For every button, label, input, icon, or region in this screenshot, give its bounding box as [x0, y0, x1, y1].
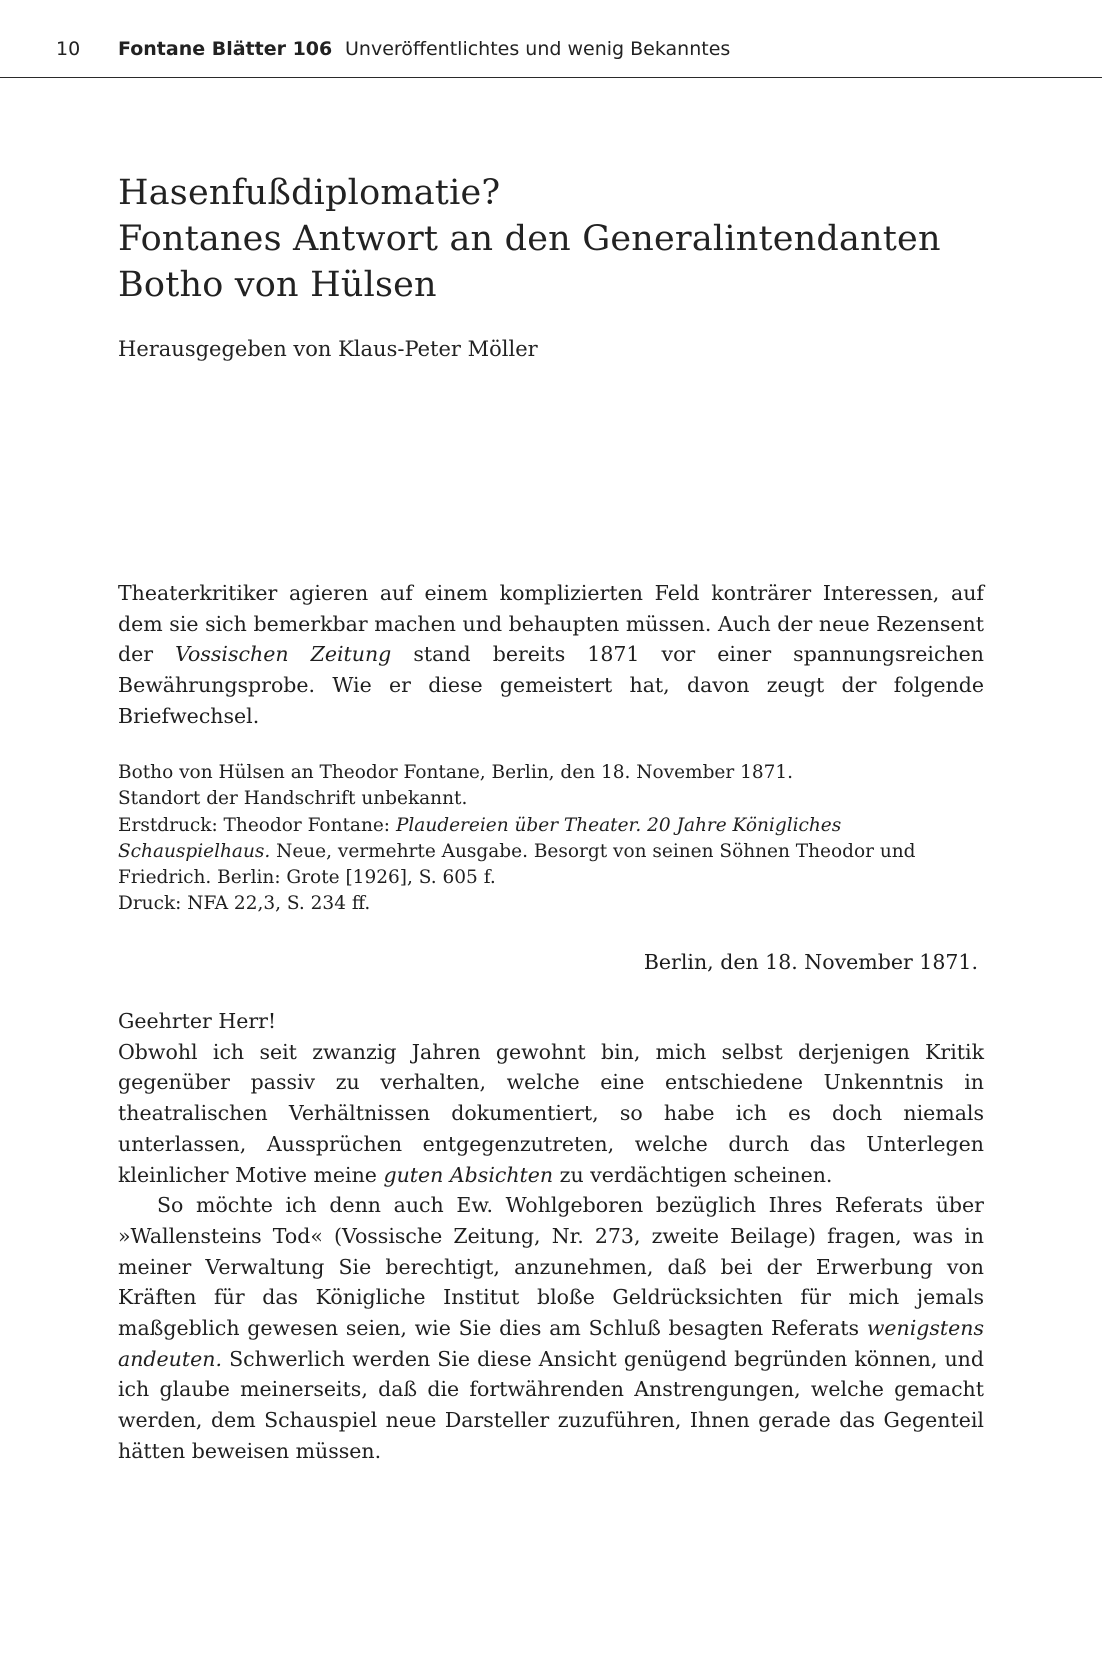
title-line-3: Botho von Hülsen	[118, 265, 437, 305]
journal-title: Fontane Blätter 106	[118, 38, 333, 60]
source-note	[118, 760, 998, 918]
p2-text-before: So möchte ich denn auch Ew. Wohlgeboren bezüglich Ihres Referats über »Wallensteins Tod« (Vossische Zeitung, Nr. 273, zweite Beilage) fragen, was in meiner Verwaltung Sie berechtigt, anzunehmen, daß bei der Erwerbung von Kräften für das Königliche Institut bloße Geldrücksichten für mich jemals maßgeblich gewesen seien, wie Sie dies am Schluß besagten Referats	[118, 1193, 984, 1341]
first-print-title: Plaudereien über Theater. 20 Jahre Königliches Schauspielhaus.	[118, 814, 842, 862]
p1-text-before: Obwohl ich seit zwanzig Jahren gewohnt bin, mich selbst derjenigen Kritik gegenüber passiv zu verhalten, welche eine entschiedene Unkenntnis in theatralischen Verhältnissen dokumentiert, so habe ich es doch niemals unterlassen, Aussprüchen entgegenzutreten, welche durch das Unterlegen kleinlicher Motive meine	[118, 1039, 984, 1187]
p2-text-after: Schwerlich werden Sie diese Ansicht genügend begründen können, und ich glaube meinerseits, daß die fortwährenden Anstrengungen, welche gemacht werden, dem Schauspiel neue Darsteller zuzuführen, Ihnen gerade das Gegenteil hätten beweisen müssen.	[118, 1346, 984, 1463]
p1-text-after: zu verdächtigen scheinen.	[553, 1162, 833, 1187]
editor-credit: Herausgegeben von Klaus-Peter Möller	[118, 337, 538, 361]
article-title	[118, 170, 1018, 308]
letter-dateline: Berlin, den 18. November 1871.	[643, 950, 978, 974]
source-line-2: Standort der Handschrift unbekannt.	[118, 788, 468, 810]
title-line-1: Hasenfußdiplomatie?	[118, 173, 501, 213]
p1-emphasis: guten Absichten	[383, 1162, 554, 1187]
title-line-2: Fontanes Antwort an den Generalintendanten	[118, 219, 941, 259]
letter-paragraph-2	[118, 1190, 984, 1466]
letter-salutation: Geehrter Herr!	[118, 1009, 277, 1033]
running-head	[0, 0, 1102, 78]
section-title: Unveröffentlichtes und wenig Bekanntes	[345, 38, 731, 60]
letter-paragraph-1	[118, 1037, 984, 1191]
intro-paragraph	[118, 578, 984, 732]
intro-emphasis: Vossischen Zeitung	[175, 642, 392, 667]
source-line-1: Botho von Hülsen an Theodor Fontane, Berlin, den 18. November 1871.	[118, 762, 794, 783]
print-reference: Druck: NFA 22,3, S. 234 ff.	[118, 893, 371, 915]
first-print-rest: Neue, vermehrte Ausgabe. Besorgt von seinen Söhnen Theodor und Friedrich. Berlin: Grote [1926], S. 605 f.	[118, 840, 916, 889]
first-print	[118, 813, 998, 892]
intro-text-after: stand bereits 1871 vor einer spannungsreichen Bewährungsprobe. Wie er diese gemeistert hat, davon zeugt der folgende Briefwechsel.	[118, 642, 985, 728]
letter-body	[118, 1006, 984, 1467]
p2-emphasis: wenigstens andeuten.	[118, 1316, 984, 1371]
first-print-prefix: Erstdruck: Theodor Fontane:	[118, 814, 396, 836]
intro-text-before: Theaterkritiker agieren auf einem komplizierten Feld konträrer Interessen, auf dem sie sich bemerkbar machen und behaupten müssen. Auch der neue Rezensent der	[118, 581, 984, 667]
page-number: 10	[56, 38, 81, 60]
